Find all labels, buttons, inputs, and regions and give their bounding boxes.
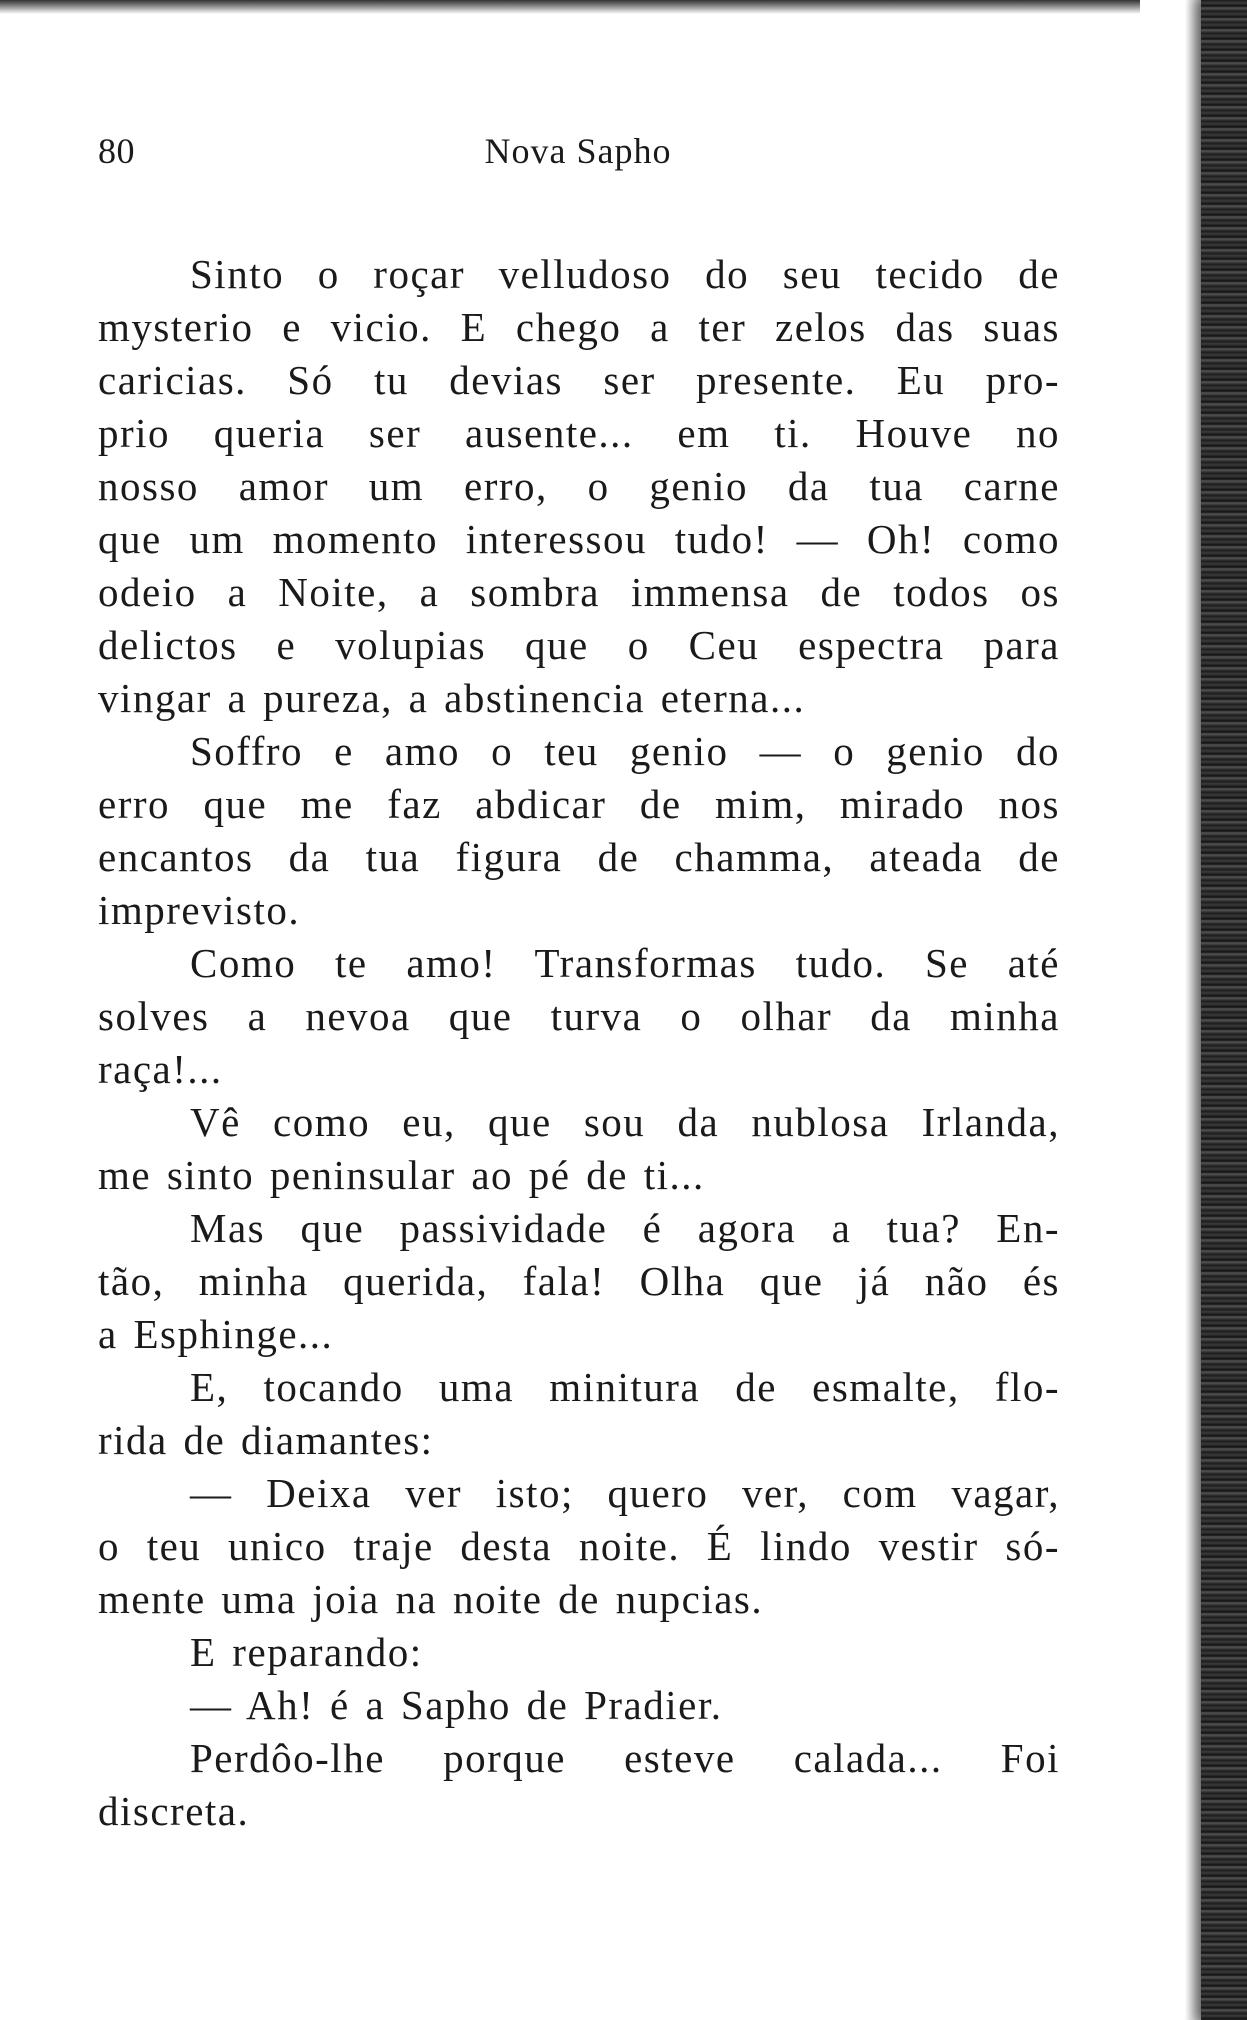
text-line: Vê como eu, que sou da nublosa Irlanda, bbox=[190, 1099, 1060, 1145]
scan-right-edge bbox=[1201, 0, 1247, 2020]
text-line: nosso amor um erro, o genio da tua carne bbox=[98, 463, 1060, 509]
text-line: — Ah! é a Sapho de Pradier. bbox=[190, 1682, 723, 1728]
text-line: rida de diamantes: bbox=[98, 1417, 434, 1463]
text-line: — Deixa ver isto; quero ver, com vagar, bbox=[190, 1470, 1060, 1516]
text-line: erro que me faz abdicar de mim, mirado nos bbox=[98, 781, 1060, 827]
body-text bbox=[98, 248, 1060, 1838]
text-line: Como te amo! Transformas tudo. Se até bbox=[190, 940, 1060, 986]
text-line: me sinto peninsular ao pé de ti... bbox=[98, 1152, 705, 1198]
text-line: imprevisto. bbox=[98, 887, 301, 933]
text-line: tão, minha querida, fala! Olha que já não és bbox=[98, 1258, 1060, 1304]
text-line: E reparando: bbox=[190, 1629, 423, 1675]
text-line: vingar a pureza, a abstinencia eterna... bbox=[98, 675, 806, 721]
text-line: mysterio e vicio. E chego a ter zelos das suas bbox=[98, 304, 1060, 350]
text-line: mente uma joia na noite de nupcias. bbox=[98, 1576, 764, 1622]
text-line: solves a nevoa que turva o olhar da minha bbox=[98, 993, 1060, 1039]
text-line: delictos e volupias que o Ceu espectra para bbox=[98, 622, 1060, 668]
text-line: que um momento interessou tudo! — Oh! como bbox=[98, 516, 1060, 562]
text-line: raça!... bbox=[98, 1046, 223, 1092]
text-line: o teu unico traje desta noite. É lindo vestir só- bbox=[98, 1523, 1060, 1569]
page-number: 80 bbox=[98, 131, 135, 171]
text-line: a Esphinge... bbox=[98, 1311, 334, 1357]
text-line: Perdôo-lhe porque esteve calada... Foi bbox=[190, 1735, 1060, 1781]
text-line: encantos da tua figura de chamma, ateada de bbox=[98, 834, 1060, 880]
text-line: prio queria ser ausente... em ti. Houve no bbox=[98, 410, 1060, 456]
text-line: E, tocando uma minitura de esmalte, flo- bbox=[190, 1364, 1060, 1410]
scan-binding-shadow bbox=[1185, 0, 1201, 2020]
text-line: discreta. bbox=[98, 1788, 250, 1834]
scan-top-edge bbox=[0, 0, 1140, 14]
text-line: caricias. Só tu devias ser presente. Eu pro- bbox=[98, 357, 1060, 403]
page-header bbox=[98, 130, 1058, 180]
text-line: Soffro e amo o teu genio — o genio do bbox=[190, 728, 1060, 774]
running-title: Nova Sapho bbox=[484, 131, 672, 171]
text-line: Mas que passividade é agora a tua? En- bbox=[190, 1205, 1060, 1251]
text-line: odeio a Noite, a sombra immensa de todos os bbox=[98, 569, 1060, 615]
text-line: Sinto o roçar velludoso do seu tecido de bbox=[190, 251, 1060, 297]
